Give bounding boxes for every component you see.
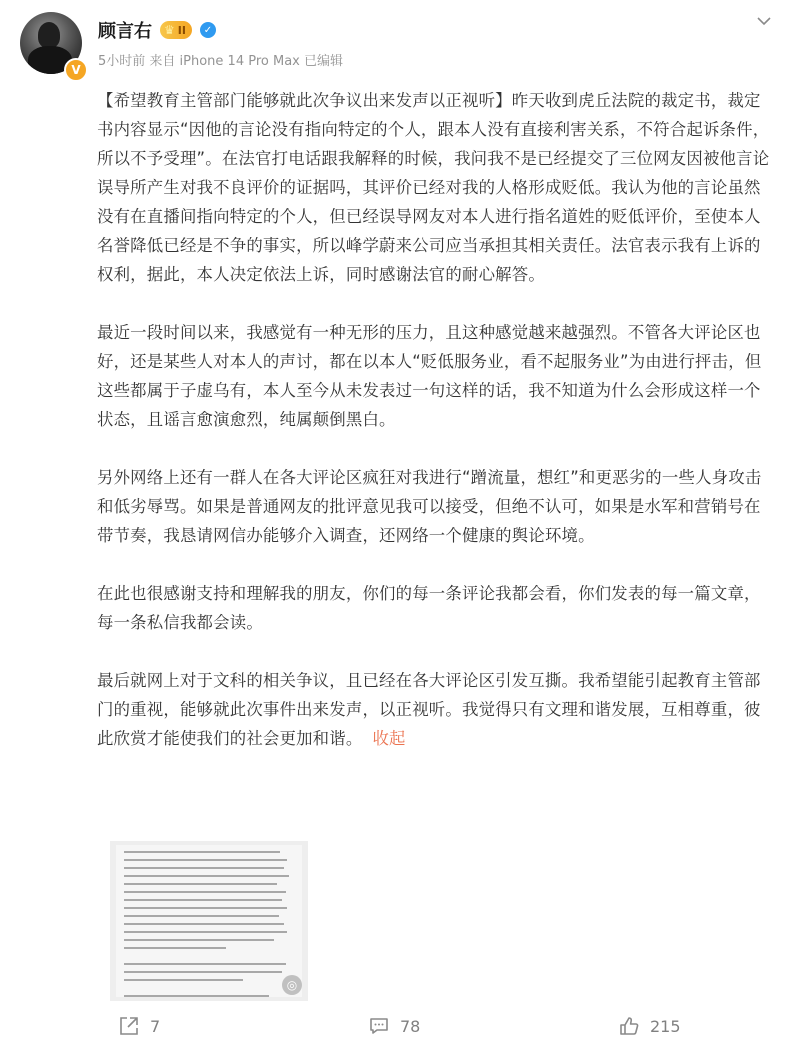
- court-document-image[interactable]: [110, 841, 308, 1001]
- document-text-line: [124, 907, 287, 909]
- document-text-line: [124, 947, 226, 949]
- post-body: [97, 86, 775, 782]
- document-text-line: [124, 899, 282, 901]
- watermark-icon: ◎: [282, 975, 302, 995]
- document-text-line: [124, 931, 287, 933]
- document-page: [116, 845, 302, 997]
- chevron-down-icon: [755, 12, 773, 30]
- action-bar: [0, 1006, 795, 1046]
- document-text-line: [124, 875, 289, 877]
- comment-button[interactable]: [368, 1015, 420, 1037]
- author-name[interactable]: 顾言右: [98, 21, 152, 42]
- post-header: [20, 12, 775, 82]
- crown-icon: ♛: [164, 23, 175, 37]
- post-meta: 5小时前 来自 iPhone 14 Pro Max 已编辑: [98, 54, 343, 69]
- paragraph-5-text: 最后就网上对于文科的相关争议，且已经在各大评论区引发互撕。我希望能引起教育主管部门的重视，能够就此次事件出来发声，以正视听。我觉得只有文理和谐发展，互相尊重，彼此欣赏才能使我们的社会更加和谐。: [97, 671, 761, 748]
- like-button[interactable]: [618, 1015, 681, 1037]
- avatar-figure: [38, 22, 60, 48]
- document-text-line: [124, 915, 279, 917]
- paragraph-5: [97, 666, 775, 753]
- like-count: 215: [650, 1016, 681, 1036]
- document-text-line: [124, 971, 282, 973]
- share-icon: [118, 1015, 140, 1037]
- thumbs-up-icon: [618, 1015, 640, 1037]
- document-text-line: [124, 891, 286, 893]
- author-row: [98, 18, 216, 42]
- repost-count: 7: [150, 1016, 161, 1036]
- member-level-badge[interactable]: [160, 21, 192, 39]
- comment-count: 78: [400, 1016, 421, 1036]
- document-text-line: [124, 851, 280, 853]
- verified-v-icon: V: [64, 58, 88, 82]
- document-text-line: [124, 923, 284, 925]
- document-text-lines: [116, 845, 302, 1001]
- document-text-line: [124, 867, 284, 869]
- repost-button[interactable]: [118, 1015, 160, 1037]
- more-options-button[interactable]: [755, 12, 773, 35]
- paragraph-1: 【希望教育主管部门能够就此次争议出来发声以正视听】昨天收到虎丘法院的裁定书，裁定书内容显示“因他的言论没有指向特定的个人，跟本人没有直接利害关系，不符合起诉条件，所以不予受理”。在法官打电话跟我解释的时候，我问我不是已经提交了三位网友因被他言论误导所产生对我不良评价的证据吗，其评价已经对我的人格形成贬低。我认为他的言论虽然没有在直播间指向特定的个人，但已经误导网友对本人进行指名道姓的贬低评价，至使本人名誉降低已经是不争的事实，所以峰学蔚来公司应当承担其相关责任。法官表示我有上诉的权利，据此，本人决定依法上诉，同时感谢法官的耐心解答。: [97, 91, 770, 284]
- comment-icon: [368, 1015, 390, 1037]
- document-text-line: [124, 963, 286, 965]
- document-text-line: [124, 939, 274, 941]
- paragraph-2: 最近一段时间以来，我感觉有一种无形的压力，且这种感觉越来越强烈。不管各大评论区也好，还是某些人对本人的声讨，都在以本人“贬低服务业，看不起服务业”为由进行抨击，但这些都属于子虚乌有，本人至今从未发表过一句这样的话，我不知道为什么会形成这样一个状态，且谣言愈演愈烈，纯属颠倒黑白。: [97, 323, 762, 429]
- paragraph-4: 在此也很感谢支持和理解我的朋友，你们的每一条评论我都会看，你们发表的每一篇文章，每一条私信我都会读。: [97, 584, 761, 632]
- document-text-line: [124, 859, 287, 861]
- collapse-link[interactable]: 收起: [372, 729, 406, 748]
- verified-icon[interactable]: ✓: [200, 22, 216, 38]
- level-label: II: [177, 23, 186, 37]
- document-text-line: [124, 995, 269, 997]
- document-text-line: [124, 883, 277, 885]
- document-text-line: [124, 979, 243, 981]
- paragraph-3: 另外网络上还有一群人在各大评论区疯狂对我进行“蹭流量，想红”和更恶劣的一些人身攻击和低劣辱骂。如果是普通网友的批评意见我可以接受，但绝不认可，如果是水军和营销号在带节奏，我恳请网信办能够介入调查，还网络一个健康的舆论环境。: [97, 468, 762, 545]
